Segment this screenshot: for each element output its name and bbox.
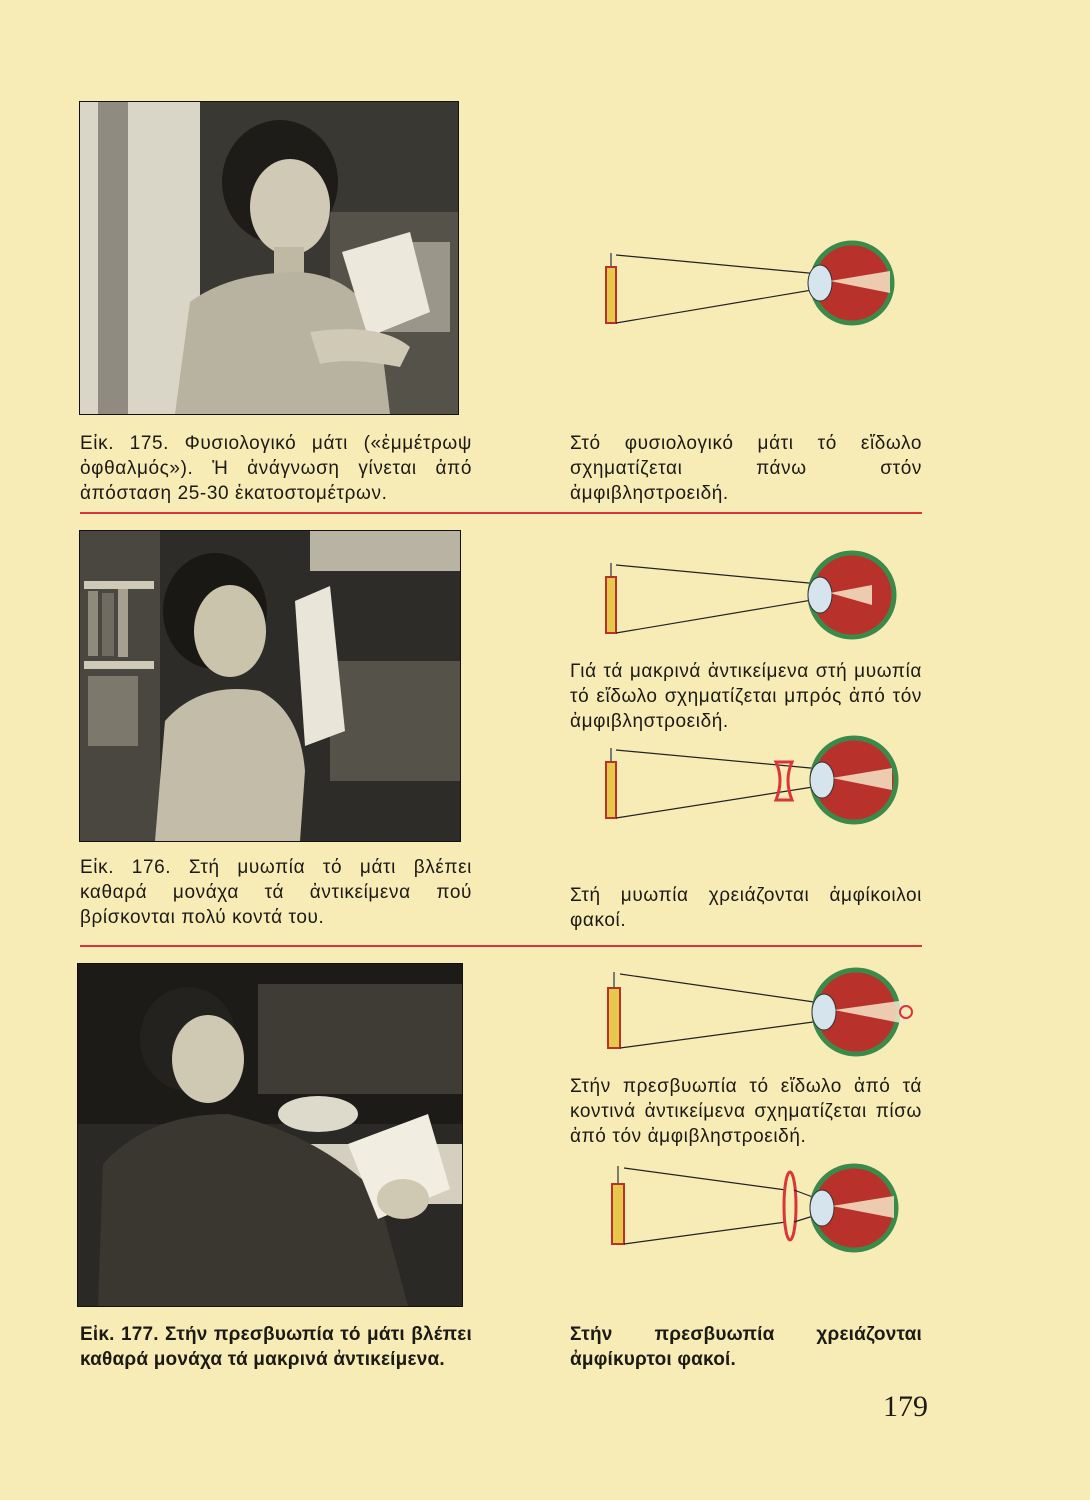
photo-presbyopia	[77, 963, 463, 1307]
caption-fig175: Εἰκ. 175. Φυσιολογικό μάτι («ἐμμέτρωψ ὀφθαλμός»). Ἡ ἀνάγνωση γίνεται ἀπό ἀπόσταση 25-30 ἑκατοστομέτρων.	[80, 433, 472, 504]
photo-normal-vision	[79, 101, 459, 415]
caption-fig177: Εἰκ. 177. Στήν πρεσβυωπία τό μάτι βλέπει καθαρά μονάχα τά μακρινά ἀντικείμενα.	[80, 1324, 472, 1370]
caption-myopia-lens: Στή μυωπία χρειάζονται ἀμφίκοιλοι φακοί.	[570, 885, 922, 931]
diagram-myopia-far	[600, 555, 910, 645]
diagram-presbyopia-near	[600, 968, 920, 1058]
section-divider-1	[80, 512, 922, 514]
photo-myopia	[79, 530, 461, 842]
diagram-myopia-lens	[600, 740, 910, 830]
caption-myopia-far: Γιά τά μακρινά ἀντικείμενα στή μυωπία τό εἴδωλο σχηματίζεται μπρός ἀπό τόν ἀμφιβληστροειδή.	[570, 661, 922, 732]
section-divider-2	[80, 945, 922, 947]
diagram-normal-eye	[600, 245, 910, 335]
page-number: 179	[883, 1390, 928, 1423]
diagram-presbyopia-lens	[600, 1160, 920, 1260]
caption-presbyopia-near: Στήν πρεσβυωπία τό εἴδωλο ἀπό τά κοντινά ἀντικείμενα σχηματίζεται πίσω ἀπό τόν ἀμφιβληστροειδή.	[570, 1076, 922, 1147]
caption-presbyopia-lens: Στήν πρεσβυωπία χρειάζονται ἀμφίκυρτοι φακοί.	[570, 1324, 922, 1370]
caption-normal-eye: Στό φυσιολογικό μάτι τό εἴδωλο σχηματίζεται πάνω στόν ἀμφιβληστροειδή.	[570, 433, 922, 504]
caption-fig176: Εἰκ. 176. Στή μυωπία τό μάτι βλέπει καθαρά μονάχα τά ἀντικείμενα πού βρίσκονται πολύ κοντά του.	[80, 857, 472, 928]
